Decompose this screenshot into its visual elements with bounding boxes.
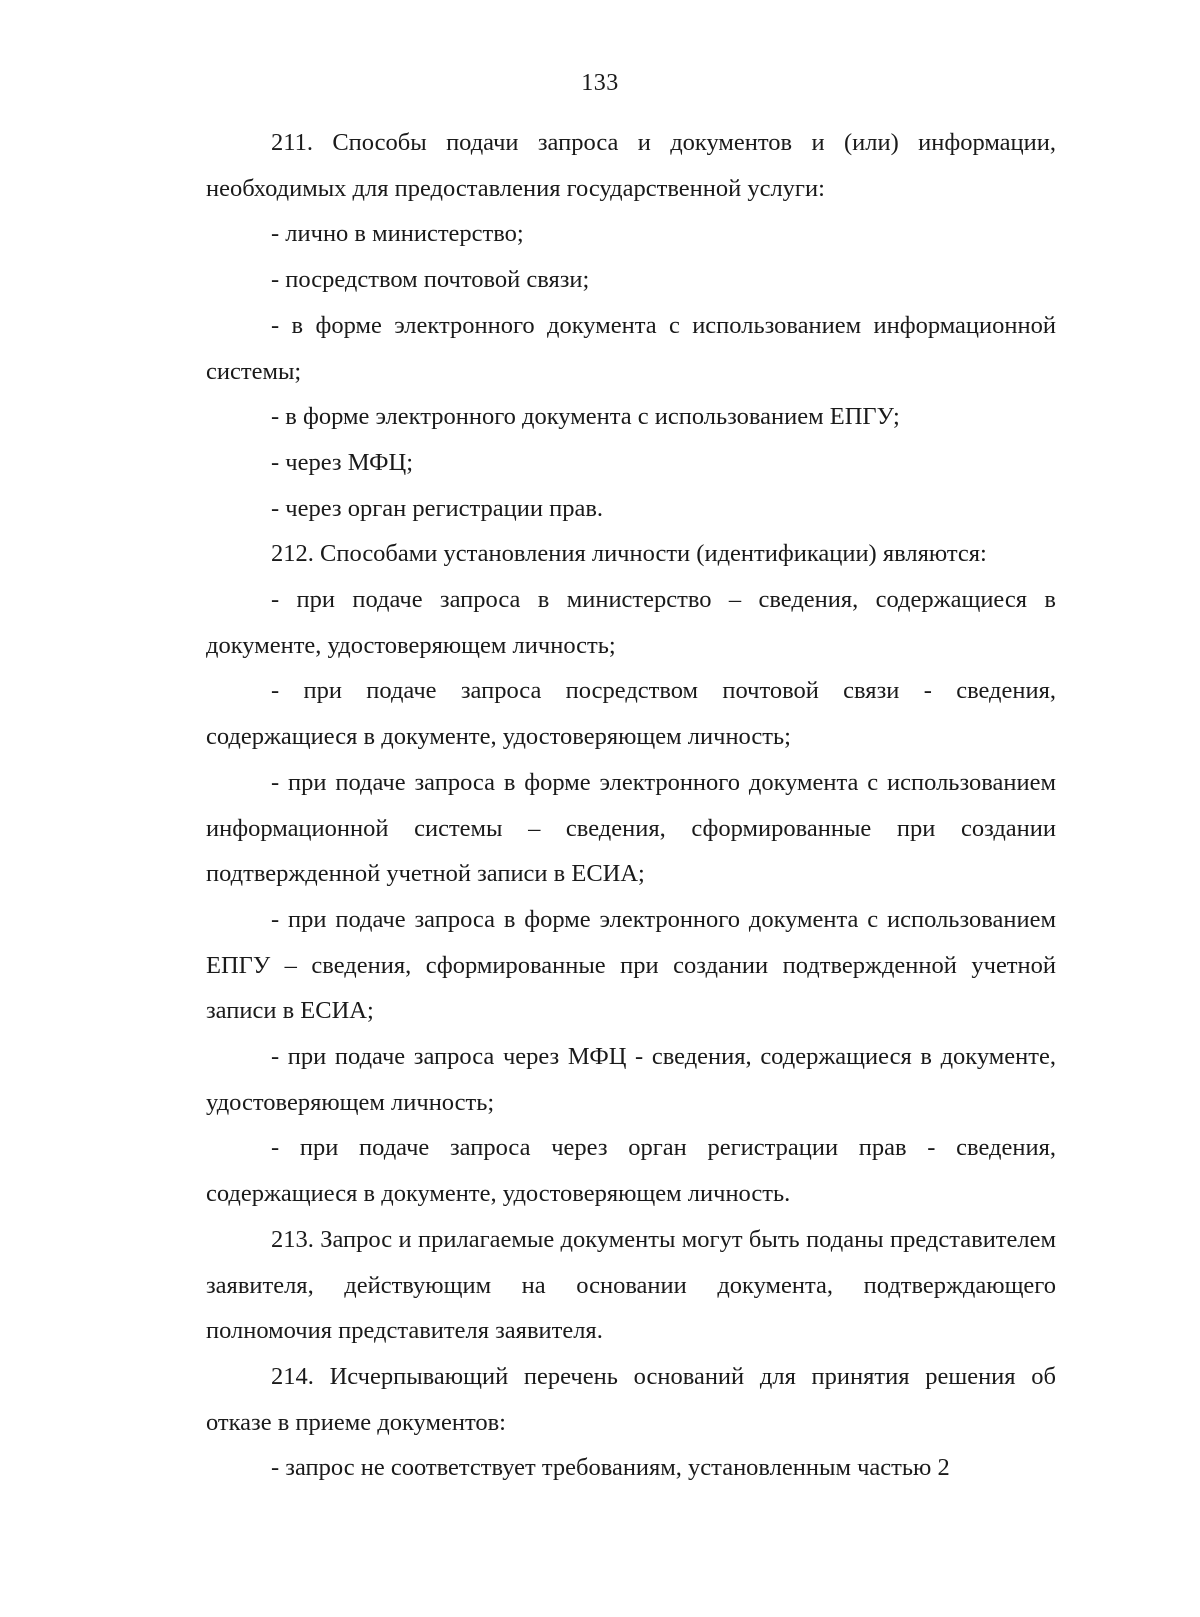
paragraph: - запрос не соответствует требованиям, установленным частью 2 (271, 1454, 950, 1482)
paragraph: - при подаче запроса через орган регистрации прав - сведения, содержащиеся в документе, удостоверяющем личность. (206, 1134, 1056, 1208)
paragraph: - при подаче запроса в форме электронного документа с использованием ЕПГУ – сведения, сформированные при создании подтвержденной учетной записи в ЕСИА; (206, 905, 1056, 1025)
paragraph: - при подаче запроса через МФЦ - сведения, содержащиеся в документе, удостоверяющем личность; (206, 1043, 1056, 1116)
paragraph: 213. Запрос и прилагаемые документы могут быть поданы представителем заявителя, действующим на основании документа, подтверждающего полномочия представителя заявителя. (206, 1225, 1056, 1345)
page-number: 133 (581, 70, 619, 96)
paragraph: - в форме электронного документа с использованием ЕПГУ; (271, 403, 900, 431)
paragraph: - при подаче запроса в министерство – сведения, содержащиеся в документе, удостоверяющем личность; (206, 586, 1056, 659)
paragraph: - при подаче запроса в форме электронного документа с использованием информационной системы – сведения, сформированные при создании подтвержденной учетной записи в ЕСИА; (206, 768, 1056, 888)
paragraph: 212. Способами установления личности (идентификации) являются: (271, 540, 987, 568)
paragraph: - через орган регистрации прав. (271, 494, 604, 522)
paragraph: - посредством почтовой связи; (271, 266, 590, 294)
document-body (206, 120, 1056, 1491)
paragraph: - через МФЦ; (271, 448, 414, 476)
paragraph: - при подаче запроса посредством почтовой связи - сведения, содержащиеся в документе, удостоверяющем личность; (206, 677, 1056, 751)
paragraph: 211. Способы подачи запроса и документов и (или) информации, необходимых для предоставления государственной услуги: (206, 129, 1056, 202)
paragraph: - в форме электронного документа с использованием информационной системы; (206, 311, 1056, 385)
paragraph: 214. Исчерпывающий перечень оснований для принятия решения об отказе в приеме документов: (206, 1362, 1056, 1436)
paragraph: - лично в министерство; (271, 220, 524, 248)
